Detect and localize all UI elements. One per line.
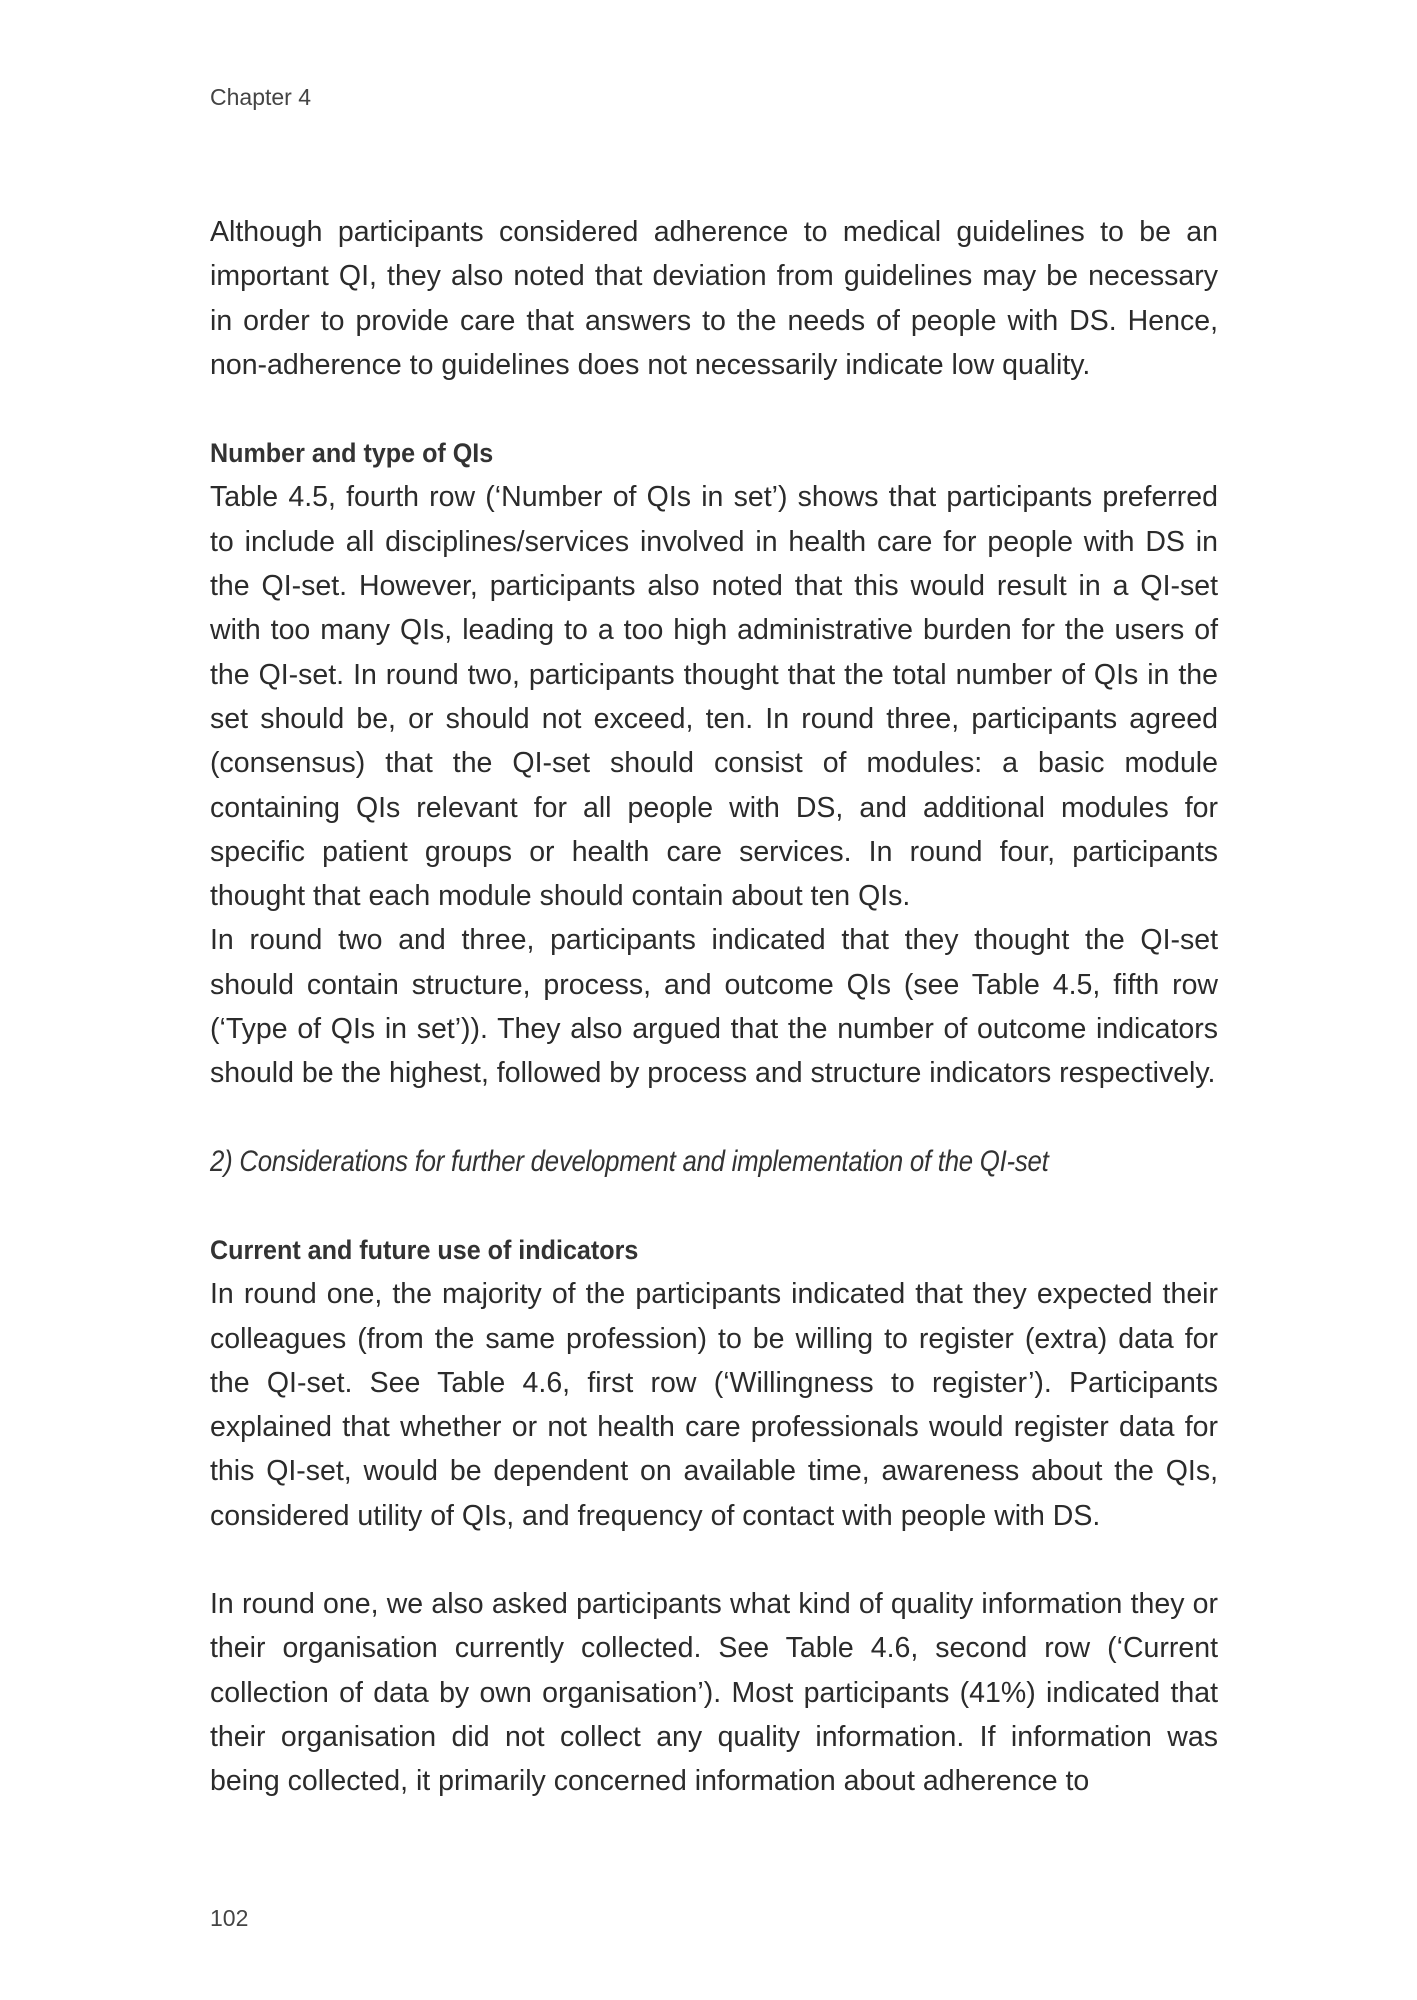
section-heading: 2) Considerations for further development and implementation of the QI-set <box>210 1144 1049 1178</box>
subsection-heading: Current and future use of indicators <box>210 1234 639 1265</box>
paragraph: Although participants considered adherence to medical guidelines to be an important QI, they also noted that deviation from guidelines may be necessary in order to provide care that answers to the needs of people with DS. Hence, non-adherence to guidelines does not necessarily indicate low quality. <box>210 216 1218 381</box>
paragraph: In round one, we also asked participants what kind of quality information they or their organisation currently collected. See Table 4.6, second row (‘Current collection of data by own organisation’). Most participants (41%) indicated that their organisation did not collect any quality information. If information was being collected, it primarily concerned information about adherence to <box>210 1588 1218 1798</box>
page-number: 102 <box>210 1905 249 1931</box>
paragraph: Table 4.5, fourth row (‘Number of QIs in set’) shows that participants preferred to include all disciplines/services involved in health care for people with DS in the QI-set. However, participants also noted that this would result in a QI-set with too many QIs, leading to a too high administrative burden for the users of the QI-set. In round two, participants thought that the total number of QIs in the set should be, or should not exceed, ten. In round three, participants agreed (consensus) that the QI-set should consist of modules: a basic module containing QIs relevant for all people with DS, and additional modules for specific patient groups or health care services. In round four, participants thought that each module should contain about ten QIs. <box>210 481 1218 913</box>
paragraph: In round one, the majority of the participants indicated that they expected their colleagues (from the same profession) to be willing to register (extra) data for the QI-set. See Table 4.6, first row (‘Willingness to register’). Participants explained that whether or not health care professionals would register data for this QI-set, would be dependent on available time, awareness about the QIs, considered utility of QIs, and frequency of contact with people with DS. <box>210 1278 1218 1532</box>
spacer <box>210 1096 1218 1140</box>
running-head: Chapter 4 <box>210 84 312 110</box>
subsection-heading: Number and type of QIs <box>210 438 494 469</box>
page-body <box>210 210 1218 1804</box>
spacer <box>210 1184 1218 1228</box>
paragraph: In round two and three, participants indicated that they thought the QI-set should contain structure, process, and outcome QIs (see Table 4.5, fifth row (‘Type of QIs in set’)). They also argued that the number of outcome indicators should be the highest, followed by process and structure indicators respectively. <box>210 924 1218 1090</box>
spacer <box>210 387 1218 431</box>
spacer <box>210 1538 1218 1582</box>
